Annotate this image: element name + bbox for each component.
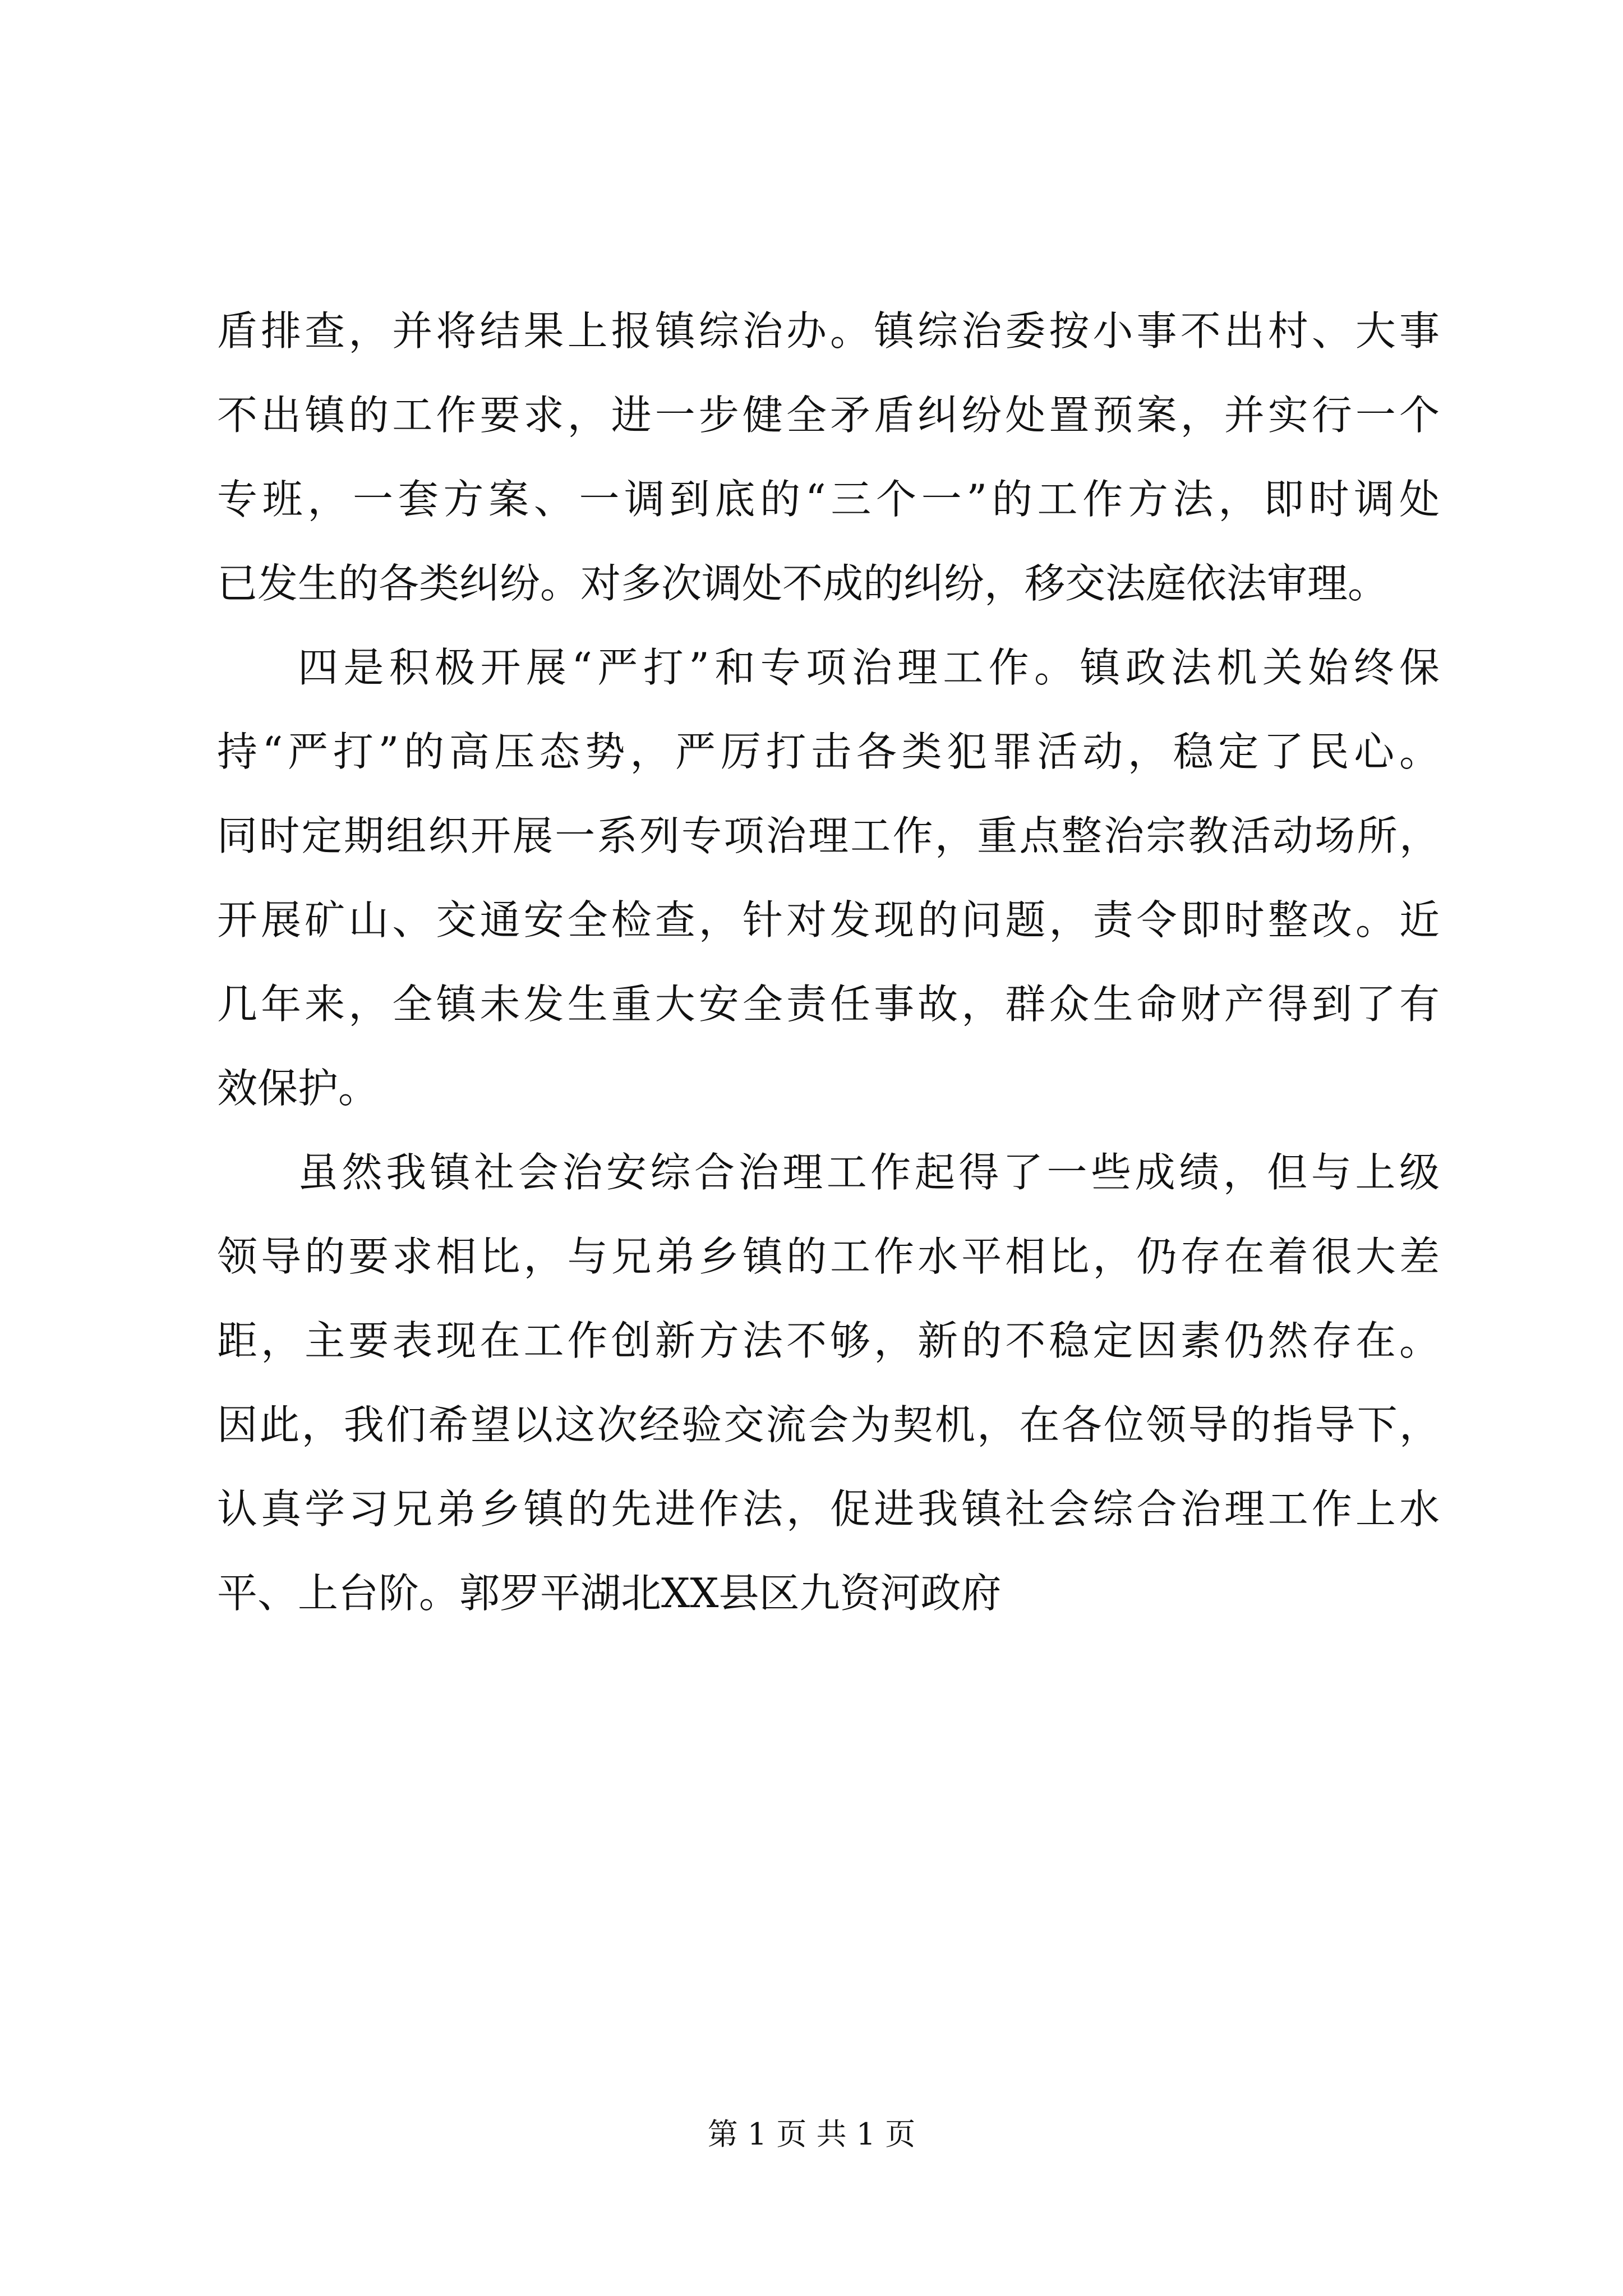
paragraph-3-line-5: 认真学习兄弟乡镇的先进作法，促进我镇社会综合治理工作上水 <box>217 1485 1440 1533</box>
paragraph-1-line-3: 专班，一套方案、一调到底的“三个一”的工作方法，即时调处 <box>217 476 1440 523</box>
paragraph-1-line-2: 不出镇的工作要求，进一步健全矛盾纠纷处置预案，并实行一个 <box>217 392 1440 439</box>
paragraph-2-line-2: 持“严打”的高压态势，严厉打击各类犯罪活动，稳定了民心。 <box>217 728 1440 775</box>
paragraph-2-line-4: 开展矿山、交通安全检查，针对发现的问题，责令即时整改。近 <box>217 896 1440 944</box>
paragraph-3-line-3: 距，主要表现在工作创新方法不够，新的不稳定因素仍然存在。 <box>217 1317 1440 1364</box>
paragraph-2-line-3: 同时定期组织开展一系列专项治理工作，重点整治宗教活动场所， <box>217 812 1440 859</box>
paragraph-1-line-4: 已发生的各类纠纷。对多次调处不成的纠纷，移交法庭依法审理。 <box>217 560 1389 607</box>
paragraph-2-line-5: 几年来，全镇未发生重大安全责任事故，群众生命财产得到了有 <box>217 981 1440 1028</box>
paragraph-2-line-6: 效保护。 <box>217 1065 379 1112</box>
paragraph-3-line-4: 因此，我们希望以这次经验交流会为契机，在各位领导的指导下， <box>217 1401 1440 1448</box>
paragraph-3-line-1: 虽然我镇社会治安综合治理工作起得了一些成绩，但与上级 <box>298 1149 1440 1196</box>
paragraph-1-line-1: 盾排查，并将结果上报镇综治办。镇综治委按小事不出村、大事 <box>217 307 1440 355</box>
paragraph-2-line-1: 四是积极开展“严打”和专项治理工作。镇政法机关始终保 <box>298 644 1440 691</box>
paragraph-3-line-2: 领导的要求相比，与兄弟乡镇的工作水平相比，仍存在着很大差 <box>217 1233 1440 1280</box>
paragraph-3-line-6: 平、上台阶。郭罗平湖北XX县区九资河政府 <box>217 1570 1002 1617</box>
page-number-footer: 第 1 页 共 1 页 <box>707 2116 916 2152</box>
